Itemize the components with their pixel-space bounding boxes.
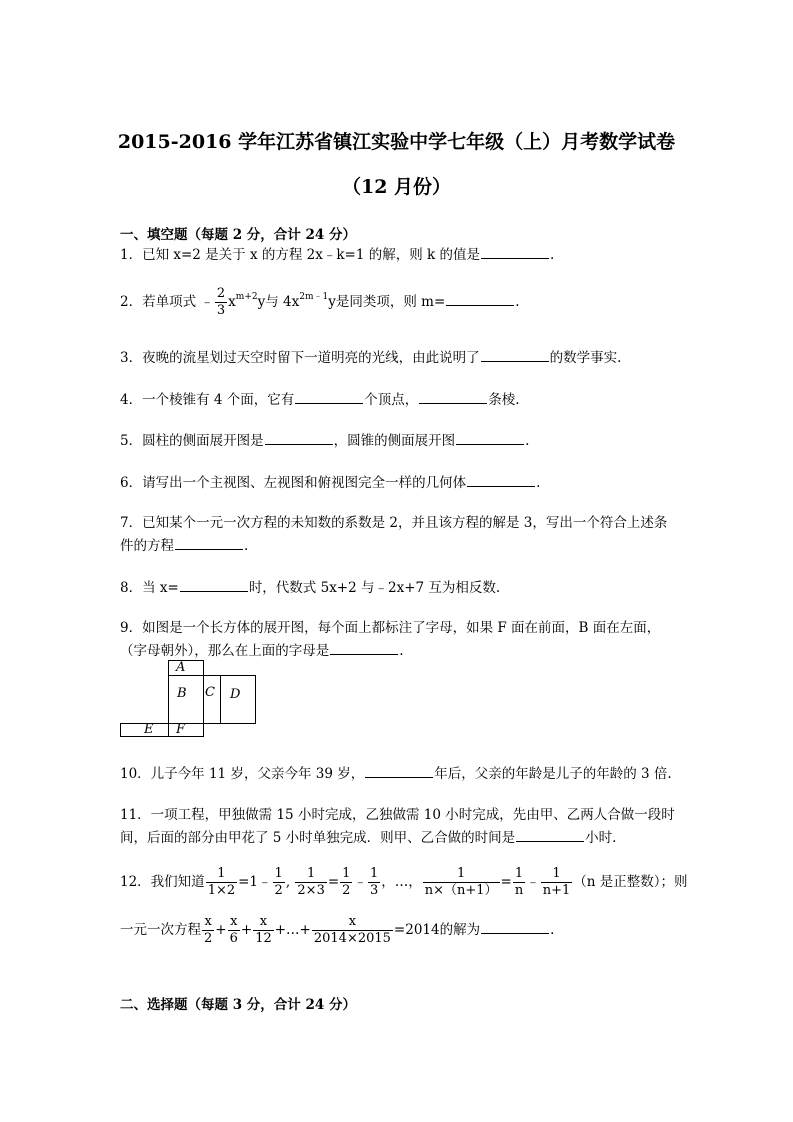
net-face-a (168, 660, 204, 676)
title-line-2: （12 月份） (341, 176, 452, 198)
question-10: 10．儿子今年 11 岁，父亲今年 39 岁， 年后，父亲的年龄是儿子的年龄的 3 倍. (120, 763, 672, 784)
net-face-f (168, 723, 204, 737)
question-5: 5．圆柱的侧面展开图是 ，圆锥的侧面展开图 . (120, 430, 529, 451)
answer-blank (265, 430, 333, 445)
question-4: 4．一个棱锥有 4 个面，它有 个顶点， 条棱. (120, 389, 520, 410)
question-7-line-2: 件的方程 . (120, 535, 248, 556)
answer-blank (365, 763, 433, 778)
question-12-line-2: 一元一次方程 $\frac{x}{2}$ + $\frac{x}{6}$ + $\frac{x}{12}$ +…+ $\frac{x}{2014\times 2015}$ =2014的解为 . (120, 914, 555, 946)
question-1: 1．已知 x=2 是关于 x 的方程 2x﹣k=1 的解，则 k 的值是 . (120, 244, 554, 265)
question-6: 6．请写出一个主视图、左视图和俯视图完全一样的几何体 . (120, 472, 540, 493)
fraction: $\frac{1}{n\times(n+1)}$ (424, 866, 498, 898)
fraction: $\frac{1}{2}$ (342, 866, 351, 898)
fraction: $\frac{x}{2}$ (204, 914, 213, 946)
net-label-a: A (176, 660, 186, 675)
fraction: $\frac{1}{2}$ (274, 866, 283, 898)
net-label-e: E (144, 722, 154, 737)
net-label-d: D (230, 687, 241, 702)
answer-blank (180, 577, 248, 592)
net-label-f: F (176, 722, 186, 737)
fraction: $\frac{x}{2014\times 2015}$ (313, 914, 391, 946)
fraction: $\frac{x}{12}$ (255, 914, 272, 946)
answer-blank (419, 389, 487, 404)
section-1-heading: 一、填空题（每题 2 分，合计 24 分） (120, 227, 356, 243)
net-label-b: B (177, 686, 187, 701)
question-7-line-1: 7．已知某个一元一次方程的未知数的系数是 2，并且该方程的解是 3，写出一个符合上述条 (120, 515, 668, 531)
fraction: $\frac{1}{3}$ (369, 866, 379, 898)
fraction: $\frac{1}{n}$ (514, 866, 524, 898)
net-label-c: C (205, 685, 215, 700)
answer-blank (481, 347, 549, 362)
answer-blank (467, 472, 535, 487)
q1-text: 1．已知 x=2 是关于 x 的方程 2x﹣k=1 的解，则 k 的值是 (120, 247, 481, 263)
question-8: 8．当 x= 时，代数式 5x+2 与﹣2x+7 互为相反数. (120, 577, 500, 598)
fraction: $\frac{1}{1\times 2}$ (207, 866, 236, 898)
question-9-line-2: （字母朝外），那么在上面的字母是 . (120, 640, 404, 661)
answer-blank (481, 244, 549, 259)
answer-blank (330, 640, 398, 655)
answer-blank (295, 389, 363, 404)
answer-blank (175, 535, 243, 550)
question-11-line-2: 间，后面的部分由甲花了 5 小时单独完成．则甲、乙合做的时间是 小时. (120, 827, 616, 848)
fraction: $\frac{1}{n+1}$ (542, 866, 571, 898)
fraction: $\frac{1}{2\times 3}$ (297, 866, 325, 898)
question-11-line-1: 11．一项工程，甲独做需 15 小时完成，乙独做需 10 小时完成，先由甲、乙两人合做一段时 (120, 807, 675, 823)
question-9-line-1: 9．如图是一个长方体的展开图，每个面上都标注了字母，如果 F 面在前面，B 面在左面， (120, 620, 661, 636)
question-3: 3．夜晚的流星划过天空时留下一道明亮的光线，由此说明了 的数学事实. (120, 347, 621, 368)
question-12-line-1: 12．我们知道 $\frac{1}{1\times 2}$ =1﹣ $\frac{1}{2}$ , $\frac{1}{2\times 3}$ = $\frac{1}{2}$ ﹣ $\frac{1}{3}$ ，…， $\frac{1}{n\times(n+1)}$ = $\frac{1}{n}$ ﹣ $\frac{1}{n+1}$ （n 是正整数）；则 (120, 866, 688, 898)
answer-blank (456, 430, 524, 445)
fraction: $\frac{2}{3}$ (216, 286, 226, 318)
question-2: 2．若单项式 ﹣ $\frac{2}{3}$ $x^{m+2}y$与 $4x^{2m﹣1}y$是同类项，则 m= . (120, 286, 520, 318)
fraction: $\frac{x}{6}$ (229, 914, 238, 946)
title-line-1: 2015-2016 学年江苏省镇江实验中学七年级（上）月考数学试卷 (117, 131, 676, 153)
answer-blank (516, 827, 584, 842)
section-2-heading: 二、选择题（每题 3 分，合计 24 分） (120, 997, 356, 1013)
answer-blank (481, 919, 549, 934)
answer-blank (446, 291, 514, 306)
